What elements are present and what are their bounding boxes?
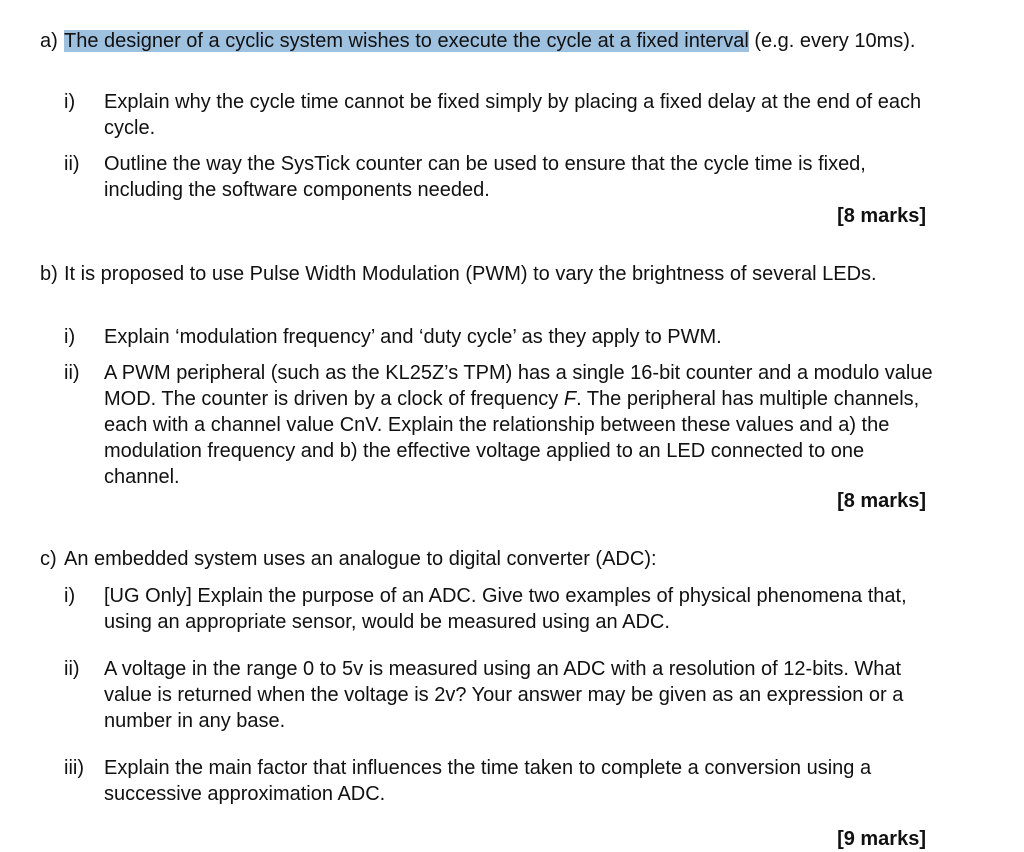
question-c-part-i xyxy=(64,583,944,635)
question-b-part-ii xyxy=(64,360,944,490)
question-b-text: It is proposed to use Pulse Width Modulation (PWM) to vary the brightness of several LEDs. xyxy=(64,263,877,285)
part-label: i) xyxy=(64,585,76,607)
part-text-before: A PWM peripheral (such as the KL25Z’s TPM) has a single 16-bit counter and a modulo value MOD. The counter is driven by a clock of frequency xyxy=(104,362,933,410)
part-text: A voltage in the range 0 to 5v is measured using an ADC with a resolution of 12-bits. What value is returned when the voltage is 2v? Your answer may be given as an expression or a number in any base. xyxy=(104,658,904,732)
question-a-marks: [8 marks] xyxy=(837,205,926,227)
part-label: ii) xyxy=(64,658,80,680)
part-text: Outline the way the SysTick counter can be used to ensure that the cycle time is fixed, including the software components needed. xyxy=(104,153,866,201)
question-c-text: An embedded system uses an analogue to digital converter (ADC): xyxy=(64,548,657,570)
question-c xyxy=(40,546,940,572)
part-text: Explain ‘modulation frequency’ and ‘duty cycle’ as they apply to PWM. xyxy=(104,326,722,348)
highlighted-text[interactable]: The designer of a cyclic system wishes to execute the cycle at a fixed interval xyxy=(64,30,749,52)
part-label: iii) xyxy=(64,757,84,779)
part-text: Explain why the cycle time cannot be fixed simply by placing a fixed delay at the end of each cycle. xyxy=(104,91,922,139)
part-label: ii) xyxy=(64,362,80,384)
part-text xyxy=(104,360,944,490)
question-a-text xyxy=(64,28,940,54)
question-b-marks: [8 marks] xyxy=(837,490,926,512)
part-label: i) xyxy=(64,91,76,113)
frequency-symbol: F xyxy=(563,388,577,410)
part-label: ii) xyxy=(64,153,80,175)
part-text-after: . The peripheral has multiple channels, each with a channel value CnV. Explain the relationship between these values and a) the modulation frequency and b) the effective voltage applied to an LED connected to one channel. xyxy=(104,388,920,488)
question-b xyxy=(40,261,940,287)
part-label: i) xyxy=(64,326,76,348)
question-a-part-ii xyxy=(64,151,944,203)
part-text: [UG Only] Explain the purpose of an ADC. Give two examples of physical phenomena that, using an appropriate sensor, would be measured using an ADC. xyxy=(104,585,907,633)
question-c-marks: [9 marks] xyxy=(837,828,926,850)
question-b-label: b) xyxy=(40,263,58,285)
question-c-label: c) xyxy=(40,548,57,570)
question-a-text-rest: (e.g. every 10ms). xyxy=(748,30,916,52)
question-a xyxy=(40,28,940,54)
question-b-part-i xyxy=(64,324,944,350)
question-a-label: a) xyxy=(40,30,58,52)
question-a-part-i xyxy=(64,89,944,141)
part-text: Explain the main factor that influences the time taken to complete a conversion using a successive approximation ADC. xyxy=(104,757,872,805)
question-c-part-iii xyxy=(64,755,944,807)
question-c-part-ii xyxy=(64,656,944,734)
